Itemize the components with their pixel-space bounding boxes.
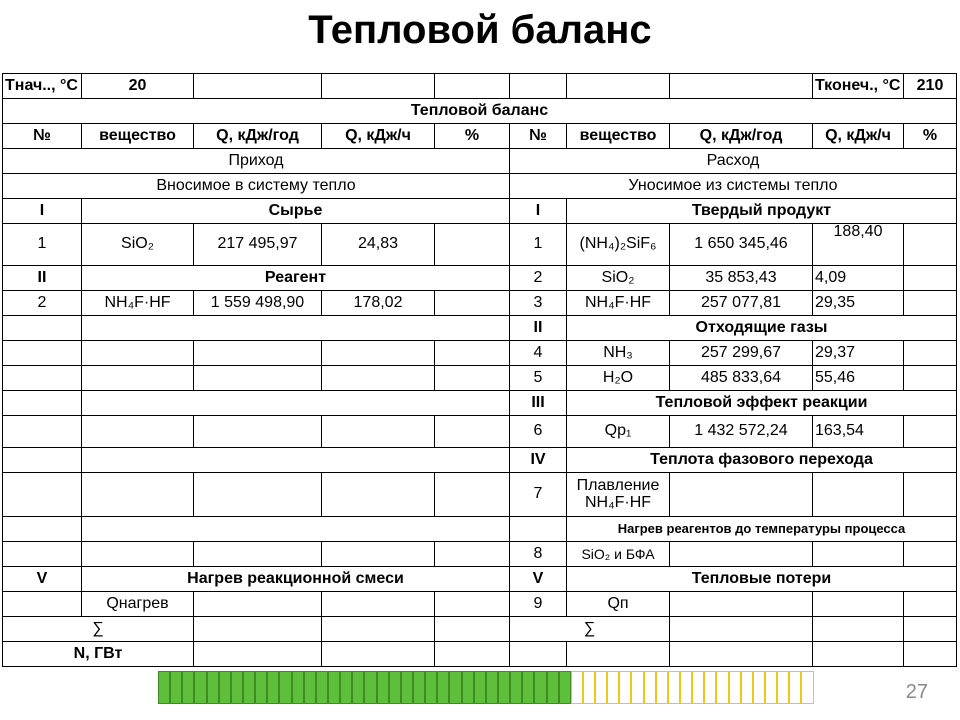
row-no: 9 bbox=[510, 592, 567, 617]
expense-subtitle: Уносимое из системы тепло bbox=[510, 174, 957, 199]
tstart-value: 20 bbox=[82, 74, 194, 99]
progress-segment-empty bbox=[777, 671, 789, 704]
progress-segment-filled bbox=[304, 671, 316, 704]
progress-segment-filled bbox=[510, 671, 522, 704]
row-no: 3 bbox=[510, 291, 567, 316]
substance: (NH₄)₂SiF₆ bbox=[567, 224, 670, 266]
progress-segment-empty bbox=[692, 671, 704, 704]
progress-segment-empty bbox=[704, 671, 716, 704]
col-no: № bbox=[510, 124, 567, 149]
progress-segment-empty bbox=[583, 671, 595, 704]
section-no: II bbox=[3, 266, 82, 291]
row-no: 2 bbox=[510, 266, 567, 291]
table-row bbox=[3, 99, 957, 124]
table-header-row bbox=[3, 124, 957, 149]
progress-segment-filled bbox=[279, 671, 291, 704]
q-year: 1 650 345,46 bbox=[670, 224, 813, 266]
section-no: V bbox=[3, 567, 82, 592]
progress-segment-empty bbox=[595, 671, 607, 704]
progress-segment-filled bbox=[449, 671, 461, 704]
q-hour: 29,37 bbox=[813, 341, 904, 366]
progress-segment-filled bbox=[401, 671, 413, 704]
progress-segment-filled bbox=[522, 671, 534, 704]
row-no: 4 bbox=[510, 341, 567, 366]
table-row bbox=[3, 642, 957, 667]
table-row bbox=[3, 199, 957, 224]
tend-label: Тконеч., °С bbox=[813, 74, 904, 99]
progress-segment-empty bbox=[729, 671, 741, 704]
col-q-hour: Q, кДж/ч bbox=[322, 124, 435, 149]
progress-segment-filled bbox=[243, 671, 255, 704]
table-row bbox=[3, 224, 957, 266]
q-hour: 188,40 bbox=[813, 224, 904, 266]
q-year: 485 833,64 bbox=[670, 366, 813, 391]
progress-segment-filled bbox=[292, 671, 304, 704]
progress-segment-empty bbox=[753, 671, 765, 704]
substance: SiO₂ bbox=[82, 224, 194, 266]
substance: NH₄F·HF bbox=[567, 291, 670, 316]
table-row bbox=[3, 316, 957, 341]
expense-title: Расход bbox=[510, 149, 957, 174]
progress-segment-empty bbox=[680, 671, 692, 704]
income-title: Приход bbox=[3, 149, 510, 174]
progress-segment-filled bbox=[389, 671, 401, 704]
progress-segment-filled bbox=[437, 671, 449, 704]
expense-sum-label: ∑ bbox=[510, 617, 670, 642]
section-title: Реагент bbox=[82, 266, 510, 291]
substance: H₂O bbox=[567, 366, 670, 391]
progress-segment-filled bbox=[170, 671, 182, 704]
progress-segment-filled bbox=[547, 671, 559, 704]
q-hour: 178,02 bbox=[322, 291, 435, 316]
table-title: Тепловой баланс bbox=[3, 99, 957, 124]
progress-segment-filled bbox=[498, 671, 510, 704]
q-year: 35 853,43 bbox=[670, 266, 813, 291]
table-row bbox=[3, 291, 957, 316]
section-no: V bbox=[510, 567, 567, 592]
substance: NH₃ bbox=[567, 341, 670, 366]
section-title: Сырье bbox=[82, 199, 510, 224]
tend-value: 210 bbox=[904, 74, 957, 99]
q-year: 1 432 572,24 bbox=[670, 416, 813, 448]
section-title: Тепловые потери bbox=[567, 567, 957, 592]
row-no: 2 bbox=[3, 291, 82, 316]
q-year: 257 077,81 bbox=[670, 291, 813, 316]
table-row bbox=[3, 542, 957, 567]
section-no: IV bbox=[510, 448, 567, 473]
col-percent: % bbox=[904, 124, 957, 149]
table-row bbox=[3, 448, 957, 473]
progress-segment-empty bbox=[716, 671, 728, 704]
progress-segment-filled bbox=[474, 671, 486, 704]
table-row bbox=[3, 391, 957, 416]
progress-segment-filled bbox=[158, 671, 170, 704]
progress-segment-filled bbox=[425, 671, 437, 704]
section-no: I bbox=[510, 199, 567, 224]
progress-segment-filled bbox=[316, 671, 328, 704]
slide-title: Тепловой баланс bbox=[308, 8, 652, 52]
progress-segment-filled bbox=[267, 671, 279, 704]
progress-segment-filled bbox=[462, 671, 474, 704]
progress-segment-filled bbox=[340, 671, 352, 704]
row-no: 1 bbox=[3, 224, 82, 266]
table-row bbox=[3, 266, 957, 291]
table-row bbox=[3, 74, 957, 99]
progress-segment-empty bbox=[571, 671, 583, 704]
progress-segment-empty bbox=[765, 671, 777, 704]
table-row bbox=[3, 366, 957, 391]
table-row bbox=[3, 149, 957, 174]
col-substance: вещество bbox=[82, 124, 194, 149]
row-no: 1 bbox=[510, 224, 567, 266]
q-year: 217 495,97 bbox=[194, 224, 322, 266]
section-no: II bbox=[510, 316, 567, 341]
row-no: 7 bbox=[510, 473, 567, 517]
table-row bbox=[3, 341, 957, 366]
progress-segment-filled bbox=[534, 671, 546, 704]
heat-balance-table bbox=[2, 73, 957, 667]
income-sum-label: ∑ bbox=[3, 617, 194, 642]
substance: NH₄F·HF bbox=[82, 291, 194, 316]
table-row bbox=[3, 567, 957, 592]
slide-progress-bar bbox=[158, 671, 814, 704]
section-title: Отходящие газы bbox=[567, 316, 957, 341]
table-row bbox=[3, 416, 957, 448]
progress-segment-filled bbox=[377, 671, 389, 704]
q-hour: 163,54 bbox=[813, 416, 904, 448]
section-title: Теплота фазового перехода bbox=[567, 448, 957, 473]
progress-segment-empty bbox=[607, 671, 619, 704]
q-hour: 4,09 bbox=[813, 266, 904, 291]
progress-segment-filled bbox=[231, 671, 243, 704]
progress-segment-empty bbox=[644, 671, 656, 704]
section-no: I bbox=[3, 199, 82, 224]
col-q-hour: Q, кДж/ч bbox=[813, 124, 904, 149]
table-row bbox=[3, 473, 957, 517]
tstart-label: Тнач.., °С bbox=[3, 74, 82, 99]
income-subtitle: Вносимое в систему тепло bbox=[3, 174, 510, 199]
progress-segment-filled bbox=[413, 671, 425, 704]
substance: Плавление NH₄F·HF bbox=[567, 473, 670, 517]
col-q-year: Q, кДж/год bbox=[194, 124, 322, 149]
progress-segment-filled bbox=[364, 671, 376, 704]
progress-segment-filled bbox=[194, 671, 206, 704]
progress-segment-filled bbox=[207, 671, 219, 704]
progress-segment-filled bbox=[182, 671, 194, 704]
q-hour: 29,35 bbox=[813, 291, 904, 316]
row-no: 5 bbox=[510, 366, 567, 391]
col-no: № bbox=[3, 124, 82, 149]
progress-segment-empty bbox=[619, 671, 631, 704]
q-year: 257 299,67 bbox=[670, 341, 813, 366]
section-title: Твердый продукт bbox=[567, 199, 957, 224]
table-row bbox=[3, 517, 957, 542]
q-hour: 24,83 bbox=[322, 224, 435, 266]
substance: SiO₂ и БФА bbox=[567, 542, 670, 567]
power-label: N, ГВт bbox=[3, 642, 194, 667]
progress-segment-filled bbox=[559, 671, 571, 704]
substance: Qр₁ bbox=[567, 416, 670, 448]
page-number: 27 bbox=[905, 681, 928, 703]
q-hour: 55,46 bbox=[813, 366, 904, 391]
progress-segment-filled bbox=[352, 671, 364, 704]
row-no: 6 bbox=[510, 416, 567, 448]
col-q-year: Q, кДж/год bbox=[670, 124, 813, 149]
col-substance: вещество bbox=[567, 124, 670, 149]
table-row bbox=[3, 592, 957, 617]
substance: Qп bbox=[567, 592, 670, 617]
progress-segment-empty bbox=[801, 671, 813, 704]
section-title: Нагрев реагентов до температуры процесса bbox=[567, 517, 957, 542]
section-title: Тепловой эффект реакции bbox=[567, 391, 957, 416]
section-no: III bbox=[510, 391, 567, 416]
progress-segment-empty bbox=[631, 671, 643, 704]
progress-segment-filled bbox=[219, 671, 231, 704]
progress-segment-empty bbox=[668, 671, 680, 704]
progress-segment-empty bbox=[789, 671, 801, 704]
col-percent: % bbox=[435, 124, 510, 149]
section-title: Нагрев реакционной смеси bbox=[82, 567, 510, 592]
progress-segment-filled bbox=[486, 671, 498, 704]
table-row bbox=[3, 617, 957, 642]
row-no: 8 bbox=[510, 542, 567, 567]
progress-segment-filled bbox=[328, 671, 340, 704]
q-heat-label: Qнагрев bbox=[82, 592, 194, 617]
progress-segment-filled bbox=[255, 671, 267, 704]
progress-segment-empty bbox=[741, 671, 753, 704]
progress-segment-empty bbox=[656, 671, 668, 704]
table-row bbox=[3, 174, 957, 199]
q-year: 1 559 498,90 bbox=[194, 291, 322, 316]
substance: SiO₂ bbox=[567, 266, 670, 291]
